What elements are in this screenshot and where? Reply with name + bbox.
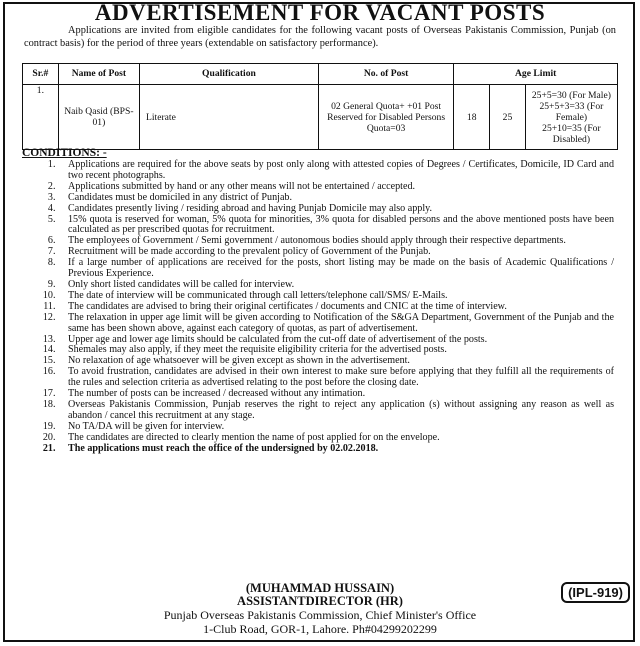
intro-paragraph: Applications are invited from eligible candidates for the following vacant posts of Overseas Pakistanis Commission, Punjab (on contract basis) for the period of three years (extendable on satisfactory performance). [24,25,616,49]
list-item: 13. Upper age and lower age limits should be calculated from the cut-off date of advertisement of the posts. [58,335,614,346]
list-item: 8. If a large number of applications are received for the posts, short listing may be made on the basis of Academic Qualifications / Previous Experience. [58,258,614,280]
cell-age-min: 18 [454,85,490,150]
signature-block [0,582,640,636]
list-item: 17. The number of posts can be increased / decreased without any intimation. [58,389,614,400]
signatory-name: (MUHAMMAD HUSSAIN) [245,581,395,595]
col-sr: Sr.# [23,64,59,85]
signatory-address: 1-Club Road, GOR-1, Lahore. Ph#04299202299 [203,622,437,636]
signatory-office: Punjab Overseas Pakistanis Commission, Chief Minister's Office [163,608,477,622]
list-item: 12. The relaxation in upper age limit will be given according to Notification of the S&GA Department, Government of the Punjab and the same has been shown above, against each category of quotas, as part of advertisement. [58,313,614,335]
list-item: 1. Applications are required for the above seats by post only along with attested copies of Degrees / Certificates, Domicile, ID Card and two recent photographs. [58,160,614,182]
vacancy-table [22,63,618,150]
cell-qualification: Literate [140,85,319,150]
list-item: 11. The candidates are advised to bring their original certificates / documents and CNIC at the time of interview. [58,302,614,313]
table-header-row [23,64,618,85]
age-male: 25+5=30 (For Male) [531,89,611,101]
list-item: 15. No relaxation of age whatsoever will be given except as shown in the advertisement. [58,356,614,367]
cell-age-relaxation [525,85,617,150]
list-item: 20. The candidates are directed to clearly mention the name of post applied for on the envelope. [58,433,614,444]
list-item: 7. Recruitment will be made according to the prevalent policy of Government of the Punjab. [58,247,614,258]
ipl-badge: (IPL-919) [561,582,630,603]
list-item: 2. Applications submitted by hand or any other means will not be entertained / accepted. [58,182,614,193]
age-female: 25+5+3=33 (For Female) [539,100,604,123]
table-row [23,85,618,150]
list-item: 6. The employees of Government / Semi government / autonomous bodies should apply through their respective departments. [58,236,614,247]
age-disabled: 25+10=35 (For Disabled) [542,122,601,145]
list-item: 14. Shemales may also apply, if they meet the requisite eligibility criteria for the advertised posts. [58,345,614,356]
list-item: 4. Candidates presently living / residing abroad and having Punjab Domicile may also apply. [58,204,614,215]
cell-sr: 1. [23,85,59,150]
conditions-heading: CONDITIONS: - [22,147,107,159]
list-item: 19. No TA/DA will be given for interview. [58,422,614,433]
col-age-limit: Age Limit [454,64,618,85]
list-item: 16. To avoid frustration, candidates are advised in their own interest to make sure before applying that they fulfill all the requirements of the rules and selection criteria as advertised relating to the post before the closing date. [58,367,614,389]
signatory-designation: ASSISTANTDIRECTOR (HR) [237,594,403,608]
list-item: 3. Candidates must be domiciled in any district of Punjab. [58,193,614,204]
col-no-of-post: No. of Post [318,64,453,85]
list-item: 18. Overseas Pakistanis Commission, Punjab reserves the right to reject any application (s) without assigning any reason as well as abandon / cancel this recruitment at any stage. [58,400,614,422]
col-qualification: Qualification [140,64,319,85]
page-title: ADVERTISEMENT FOR VACANT POSTS [94,0,546,25]
list-item: 5. 15% quota is reserved for woman, 5% quota for minorities, 3% quota for disabled persons and the above mentioned posts have been calculated as per prescribed quotas for recruitment. [58,215,614,237]
cell-age-max: 25 [490,85,526,150]
list-item: 10. The date of interview will be communicated through call letters/telephone call/SMS/ E-Mails. [58,291,614,302]
list-item: 9. Only short listed candidates will be called for interview. [58,280,614,291]
conditions-list [22,160,614,454]
cell-no-of-post: 02 General Quota+ +01 Post Reserved for Disabled Persons Quota=03 [318,85,453,150]
col-name-of-post: Name of Post [58,64,139,85]
cell-name-of-post: Naib Qasid (BPS-01) [58,85,139,150]
list-item: 21. The applications must reach the office of the undersigned by 02.02.2018. [58,444,614,455]
